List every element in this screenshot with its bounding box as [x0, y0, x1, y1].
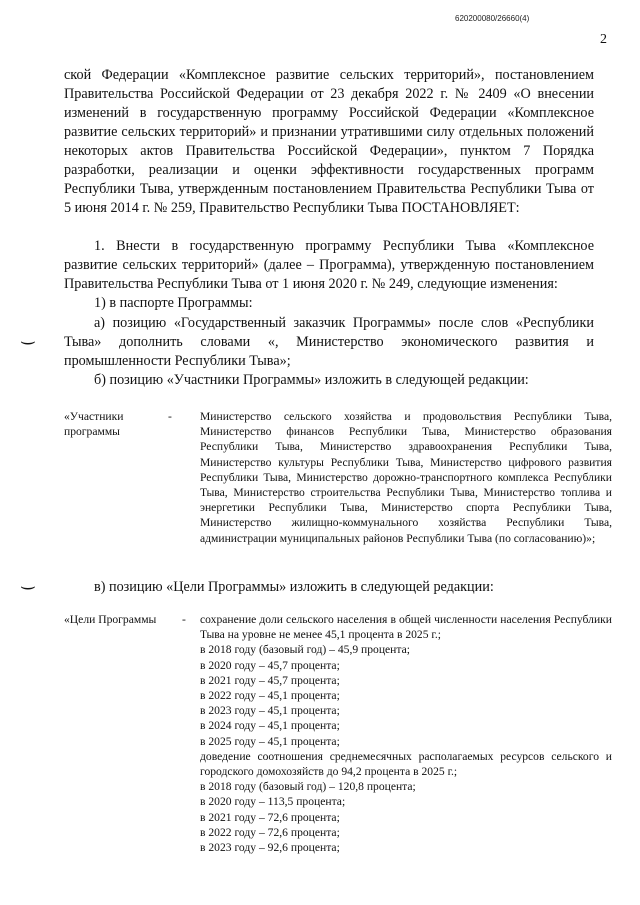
goal-line: в 2023 году – 92,6 процента;: [200, 841, 340, 855]
sub-item-a-paragraph: [64, 314, 594, 371]
goal-line: в 2020 году – 113,5 процента;: [200, 795, 346, 809]
participants-label: «Участники программы: [64, 410, 124, 439]
margin-mark-icon: ⌣: [19, 576, 37, 596]
goals-label: «Цели Программы: [64, 613, 157, 626]
goals-dash: -: [182, 613, 186, 626]
item-1-text: 1. Внести в государственную программу Республики Тыва «Комплексное развитие сельских территорий» (далее – Программа), утвержденную постановлением Правительства Республики Тыва от 1 июня 2020 г. № 249, следующие изменения:: [64, 238, 594, 292]
participants-table: [64, 409, 612, 546]
goal-line: в 2018 году (базовый год) – 45,9 процента;: [200, 643, 410, 657]
goal-line: в 2024 году – 45,1 процента;: [200, 719, 340, 733]
margin-mark-icon: ⌣: [19, 331, 37, 351]
goal-line: в 2018 году (базовый год) – 120,8 процента;: [200, 780, 416, 794]
participants-dash: -: [168, 410, 172, 423]
goal-line: в 2022 году – 72,6 процента;: [200, 825, 340, 839]
goal-line: сохранение доли сельского населения в общей численности населения Республики Тыва на уровне не менее 45,1 процента в 2025 г.;: [200, 613, 612, 642]
sub-item-a-text: а) позицию «Государственный заказчик Программы» после слов «Республики Тыва» дополнить словами «, Министерство экономического развития и промышленности Республики Тыва»;: [64, 315, 594, 369]
goal-line: в 2023 году – 45,1 процента;: [200, 704, 340, 718]
item-1-paragraph: [64, 237, 594, 294]
intro-text: ской Федерации «Комплексное развитие сельских территорий», постановлением Правительства Российской Федерации от 23 декабря 2022 г. № 2409 «О внесении изменений в государственную программу Российской Федерации «Комплексное развитие сельских территорий» и признании утратившими силу отдельных положений некоторых актов Правительства Российской Федерации», пунктом 7 Порядка разработки, реализации и оценки эффективности государственных программ Республики Тыва, утвержденным постановлением Правительства Республики Тыва от 5 июня 2014 г. № 259, Правительство Республики Тыва ПОСТАНОВЛЯЕТ:: [64, 67, 594, 216]
goals-table: [64, 612, 612, 855]
goal-line: в 2021 году – 72,6 процента;: [200, 810, 340, 824]
participants-row: [64, 409, 612, 546]
goal-line: в 2022 году – 45,1 процента;: [200, 689, 340, 703]
sub-item-1: 1) в паспорте Программы:: [94, 295, 253, 311]
goal-line: в 2020 году – 45,7 процента;: [200, 658, 340, 672]
participants-text: Министерство сельского хозяйства и продовольствия Республики Тыва, Министерство финансов Республики Тыва, Министерство образования Республики Тыва, Министерство здравоохранения Республики Тыва, Министерство культуры Республики Тыва, Министерство цифрового развития Республики Тыва, Министерство дорожно-транспортного комплекса Республики Тыва, Министерство строительства Республики Тыва, Министерство топлива и энергетики Республики Тыва, Министерство спорта Республики Тыва, Министерство жилищно-коммунального хозяйства Республики Тыва, администрации муниципальных районов Республики Тыва (по согласованию)»;: [200, 410, 612, 545]
goal-line: в 2021 году – 45,7 процента;: [200, 673, 340, 687]
goal-line: в 2025 году – 45,1 процента;: [200, 734, 340, 748]
sub-item-v: в) позицию «Цели Программы» изложить в следующей редакции:: [94, 579, 494, 595]
goals-content: [200, 612, 612, 855]
document-code: 620200080/26660(4): [455, 14, 530, 23]
goals-row: [64, 612, 612, 855]
sub-item-b: б) позицию «Участники Программы» изложить в следующей редакции:: [94, 372, 529, 388]
goal-line: доведение соотношения среднемесячных располагаемых ресурсов сельского и городского домохозяйств до 94,2 процента в 2025 г.;: [200, 749, 612, 779]
intro-paragraph: [64, 66, 594, 218]
page-number: 2: [600, 32, 607, 47]
